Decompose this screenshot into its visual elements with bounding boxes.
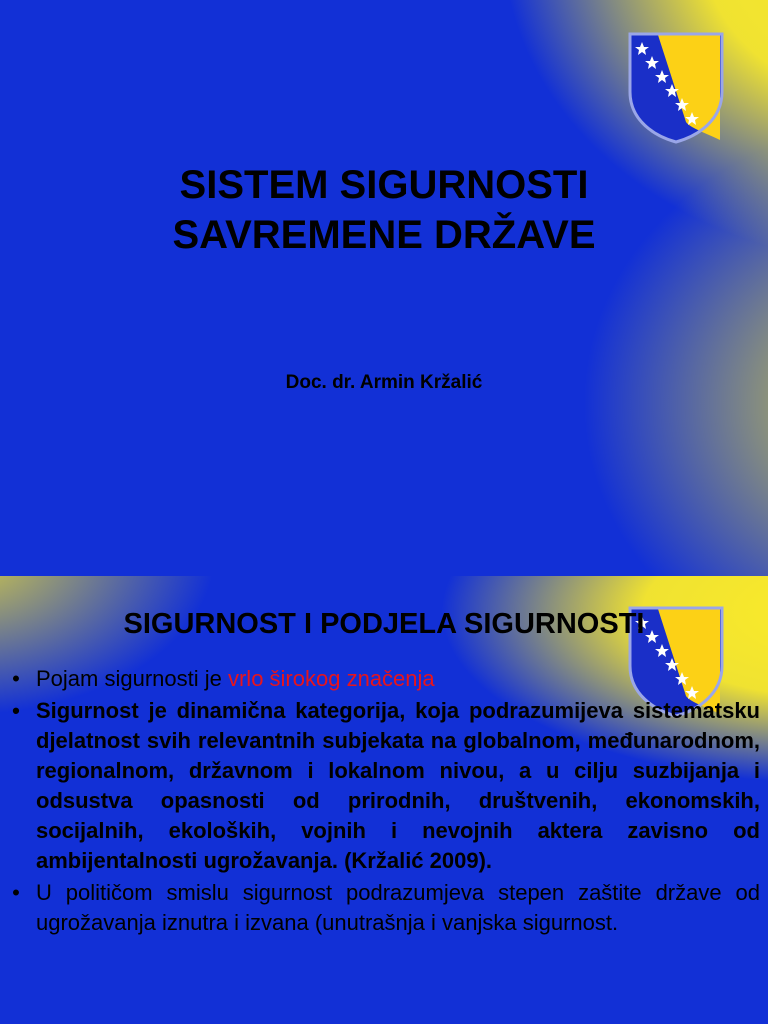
- bullet-glyph: •: [12, 880, 20, 905]
- title-line-1: SISTEM SIGURNOSTI: [179, 163, 589, 207]
- bullet-list: [6, 664, 760, 940]
- content-slide: [0, 576, 768, 1024]
- bullet-item: [6, 664, 760, 694]
- bullet-text: Pojam sigurnosti je: [36, 666, 228, 691]
- bullet-highlight-text: vrlo širokog značenja: [227, 666, 435, 691]
- slide-title: [0, 160, 768, 260]
- bullet-item: [6, 878, 760, 938]
- title-line-2: SAVREMENE DRŽAVE: [172, 213, 596, 257]
- coat-of-arms-shield-icon: [628, 32, 724, 144]
- bullet-glyph: •: [12, 666, 20, 691]
- author-name: Doc. dr. Armin Kržalić: [285, 372, 483, 393]
- bullet-text: Sigurnost je dinamična kategorija, koja podrazumijeva sistematsku djelatnost svih relevantnih subjekata na globalnom, međunarodnom, regionalnom, državnom i lokalnom nivou, a u cilju suzbijanja i odsustva opasnosti od prirodnih, društvenih, ekonomskih, socijalnih, ekoloških, vojnih i nevojnih aktera zavisno od ambijentalnosti ugrožavanja. (Kržalić 2009).: [36, 698, 760, 873]
- bullet-item: [6, 696, 760, 876]
- bullet-glyph: •: [12, 698, 20, 723]
- bullet-text: U političom smislu sigurnost podrazumjeva stepen zaštite države od ugrožavanja iznutra i izvana (unutrašnja i vanjska sigurnost.: [36, 880, 760, 935]
- slide-title: SIGURNOST I PODJELA SIGURNOSTI: [123, 608, 645, 640]
